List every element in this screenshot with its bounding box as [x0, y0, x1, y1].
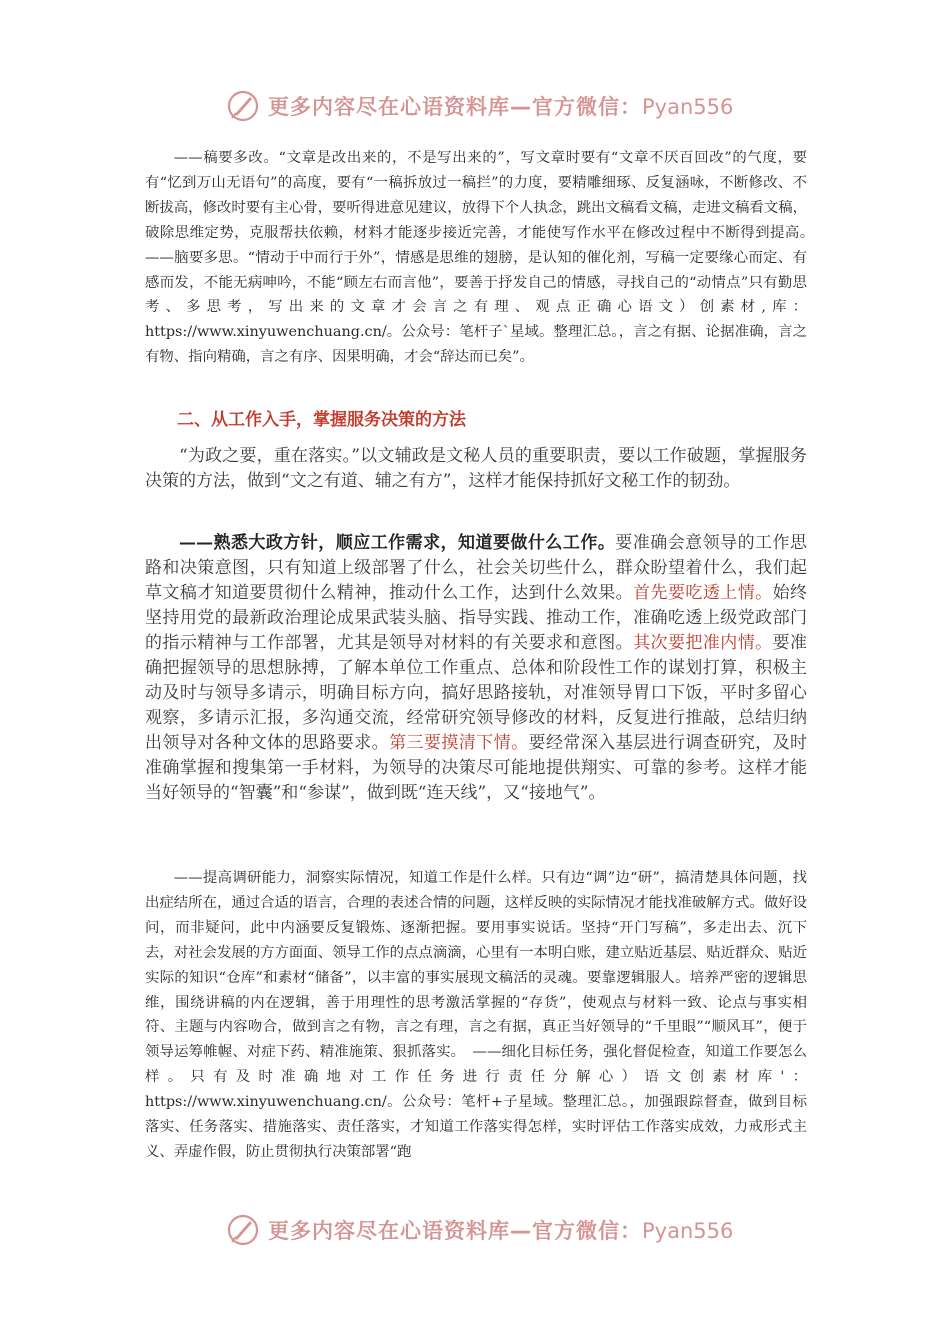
quill-circle-icon: [226, 1213, 260, 1247]
watermark-account: Pyan556: [642, 95, 734, 119]
section-heading: 二、从工作入手，掌握服务决策的方法: [177, 410, 466, 430]
paragraph-policy: [145, 531, 807, 806]
paragraph-research: [145, 866, 807, 1165]
paragraph-segment: 要准确会意领导的工作思路和决策意图，只有知道上级部署了什么，社会关切些什么，群众盼望着什么，我们起草文稿才知道要贯彻什么精神，推动什么工作，达到什么效果。: [145, 533, 808, 603]
paragraph-intro: [145, 444, 807, 494]
watermark-account: Pyan556: [642, 1219, 734, 1243]
watermark-header: [226, 86, 733, 126]
paragraph-text: ——提高调研能力，洞察实际情况，知道工作是什么样。只有边“调”边“研”，搞清楚具体问题，找出症结所在，通过合适的语言，合理的表述合情的问题，这样反映的实际情况才能找准破解方式。做好设问，而非疑问，此中内涵要反复锻炼、逐渐把握。要用事实说话。坚持“开门写稿”，多走出去、沉下去，对社会发展的方方面面、领导工作的点点滴滴，心里有一本明白账，建立贴近基层、贴近群众、贴近实际的知识“仓库”和素材“储备”，以丰富的事实展现文稿活的灵魂。要靠逻辑服人。培养严密的逻辑思维，围绕讲稿的内在逻辑，善于用理性的思考激活掌握的“存货”，使观点与材料一致、论点与事实相符、主题与内容吻合，做到言之有物，言之有理，言之有据，真正当好领导的“千里眼”“顺风耳”，便于领导运筹帷幄、对症下药、精准施策、狠抓落实。 ——细化目标任务，强化督促检查，知道工作要怎么样。只有及时准确地对工作任务进行责任分解心）语文创素材库'：https://www.xinyuwenchuang.cn/。公众号：笔杆+子星域。整理汇总。，加强跟踪督查，做到目标落实、任务落实、措施落实、责任落实，才知道工作落实得怎样，实时评估工作落实成效，力戒形式主义、弄虚作假，防止贯彻执行决策部署“跑: [145, 870, 807, 1160]
watermark-text: 更多内容尽在心语资料库—官方微信：Pyan556: [268, 1219, 734, 1243]
paragraph-segment: 要经常深入基层进行调查研究，及时准确掌握和搜集第一手材料，为领导的决策尽可能地提供翔实、可靠的参考。这样才能当好领导的“智囊”和“参谋”，做到既“连天线”，又“接地气”。: [145, 733, 808, 803]
highlight-inner: 其次要把准内情。: [633, 633, 773, 653]
highlight-upper: 首先要吃透上情。: [633, 583, 773, 603]
paragraph-revise-and-think: [145, 146, 822, 370]
paragraph-text: “为政之要，重在落实。”以文辅政是文秘人员的重要职责，要以工作破题，掌握服务决策的方法，做到“文之有道、辅之有方”，这样才能保持抓好文秘工作的韧劲。: [145, 446, 807, 492]
paragraph-segment: 要准确把握领导的思想脉搏，了解本单位工作重点、总体和阶段性工作的谋划打算，积极主动及时与领导多请示，明确目标方向，搞好思路接轨，对准领导胃口下饭，平时多留心观察，多请示汇报，多沟通交流，经常研究领导修改的材料，反复进行推敲，总结归纳出领导对各种文体的思路要求。: [145, 633, 808, 753]
lead-sentence: ——熟悉大政方针，顺应工作需求，知道要做什么工作。: [179, 533, 616, 553]
paragraph-text: [145, 531, 807, 806]
quill-circle-icon: [226, 89, 260, 123]
paragraph-segment: 始终坚持用党的最新政治理论成果武装头脑、指导实践、推动工作，准确吃透上级党政部门的指示精神与工作部署，尤其是领导对材料的有关要求和意图。: [145, 583, 808, 653]
watermark-footer: [226, 1210, 733, 1250]
watermark-text: 更多内容尽在心语资料库—官方微信：Pyan556: [268, 95, 734, 119]
paragraph-text: ——稿要多改。“文章是改出来的，不是写出来的”，写文章时要有“文章不厌百回改”的气度，要有“忆到万山无语句”的高度，要有“一稿拆放过一稿拦”的力度，要精雕细琢、反复涵咏，不断修改、不断拔高，修改时要有主心骨，要听得进意见建议，放得下个人执念，跳出文稿看文稿，走进文稿看文稿，破除思维定势，克服帮扶依赖，材料才能逐步接近完善，才能使写作水平在修改过程中不断得到提高。 ——脑要多思。“情动于中而行于外”，情感是思维的翅膀，是认知的催化剂，写稿一定要缘心而定、有感而发，不能无病呻吟，不能“顾左右而言他”，要善于抒发自己的情感，寻找自己的“动情点”只有勤思考、多思考，写出来的文章才会言之有理、观点正确心语文）创素材,库：https://www.xinyuwenchuang.cn/。公众号：笔杆子`星域。整理汇总。，言之有据、论据准确，言之有物、指向精确，言之有序、因果明确，才会“辞达而已矣”。: [145, 150, 822, 366]
highlight-lower: 第三要摸清下情。: [389, 733, 529, 753]
